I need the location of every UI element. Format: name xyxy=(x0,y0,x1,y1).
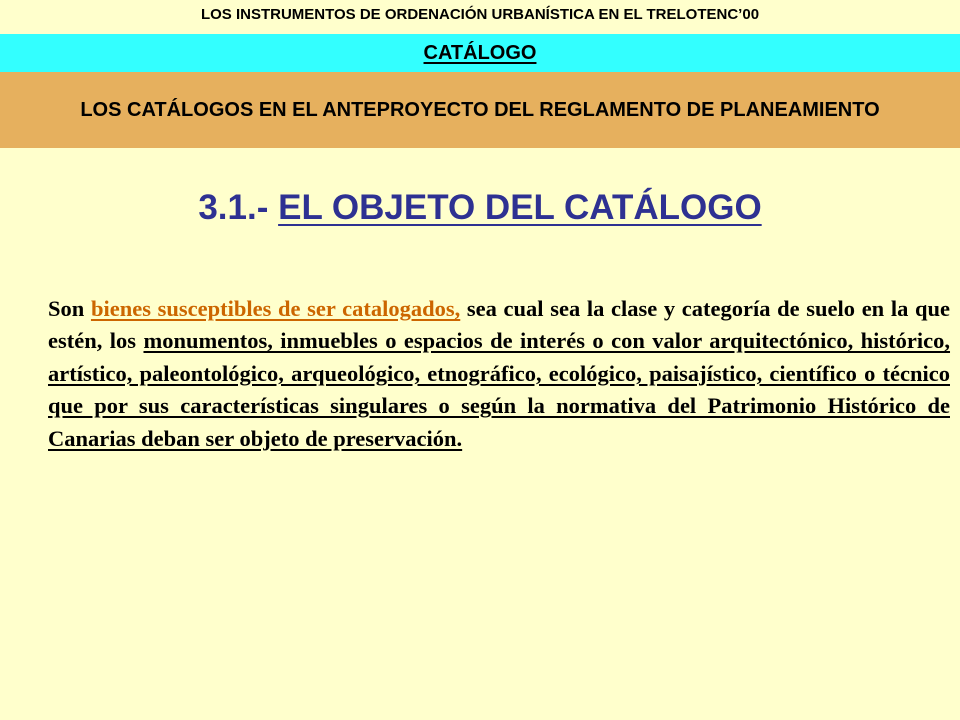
body-text-middle: sea cual sea la clase y categoría de suelo en la que estén, los xyxy=(48,296,951,354)
section-label: CATÁLOGO xyxy=(423,42,537,64)
body-text-intro: Son xyxy=(48,296,91,321)
section-title xyxy=(0,184,960,232)
document-title xyxy=(0,0,960,30)
section-title-link[interactable]: EL OBJETO DEL CATÁLOGO xyxy=(278,188,762,227)
section-label-band xyxy=(0,34,960,72)
topic-heading-band xyxy=(0,72,960,148)
highlight-link[interactable]: bienes susceptibles de ser catalogados, xyxy=(90,296,461,321)
document-title-text: LOS INSTRUMENTOS DE ORDENACIÓN URBANÍSTICA EN EL TRELOTENC’00 xyxy=(200,6,760,23)
body-paragraph xyxy=(48,293,950,455)
section-number: 3.1.- xyxy=(198,188,269,227)
topic-heading: LOS CATÁLOGOS EN EL ANTEPROYECTO DEL REGLAMENTO DE PLANEAMIENTO xyxy=(80,99,880,121)
underlined-text: monumentos, inmuebles o espacios de interés o con valor arquitectónico, histórico, artístico, paleontológico, arqueológico, etnográfico, ecológico, paisajístico, científico o técnico que por sus características singulares o según la normativa del Patrimonio Histórico de Canarias deban ser objeto de preservación. xyxy=(48,328,951,451)
